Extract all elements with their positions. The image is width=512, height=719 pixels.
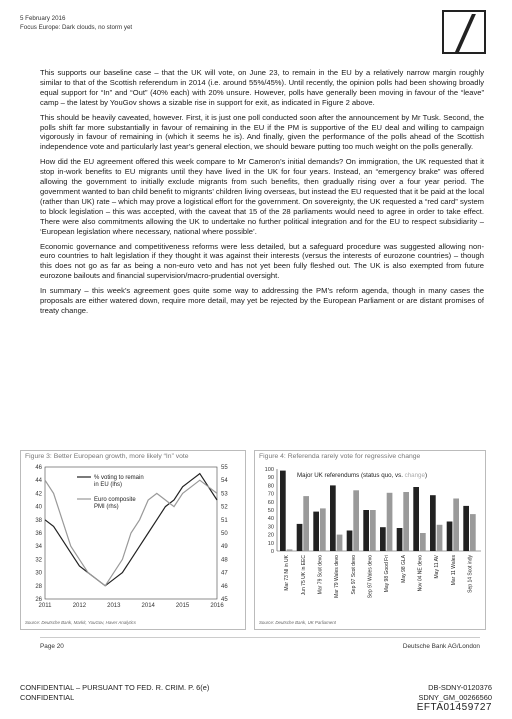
- bar: [313, 512, 319, 551]
- x-tick-label: 2015: [175, 603, 190, 609]
- y-left-tick-label: 30: [35, 570, 42, 577]
- figure-3: [20, 450, 246, 630]
- header-date: 5 February 2016: [20, 15, 66, 22]
- figure-4: [254, 450, 486, 630]
- y-left-tick-label: 46: [35, 465, 42, 471]
- y-right-tick-label: 48: [221, 557, 228, 564]
- y-left-tick-label: 44: [35, 478, 42, 485]
- y-left-tick-label: 34: [35, 544, 42, 551]
- x-tick-label: 2016: [210, 603, 224, 609]
- deutsche-bank-logo: [442, 10, 486, 54]
- bar: [463, 506, 469, 551]
- y-right-tick-label: 49: [221, 544, 228, 551]
- legend-label: Euro composite: [94, 497, 136, 503]
- y-tick-label: 40: [267, 516, 274, 523]
- x-category-label: May 11 AV: [434, 555, 441, 579]
- bar: [380, 527, 386, 551]
- y-right-tick-label: 45: [221, 597, 228, 603]
- x-category-label: Mar 11 Wales: [450, 554, 457, 586]
- confidential-line-1: CONFIDENTIAL – PURSUANT TO FED. R. CRIM. P. 6(e): [20, 683, 210, 692]
- y-left-tick-label: 28: [35, 583, 42, 590]
- bates-numbers: [417, 683, 492, 713]
- y-left-tick-label: 26: [35, 597, 42, 603]
- figure-3-source: Source: Deutsche Bank, Markit, YouGov, Haver Analytics: [25, 620, 136, 625]
- series-line: [45, 474, 217, 586]
- x-tick-label: 2011: [38, 603, 52, 609]
- figure-4-source: Source: Deutsche Bank, UK Parliament: [259, 620, 336, 625]
- x-category-label: May 98 Good Fri: [384, 555, 391, 593]
- confidential-notice: [20, 683, 209, 703]
- figure-4-chart: [255, 451, 487, 631]
- y-right-tick-label: 46: [221, 583, 228, 590]
- report-body: [40, 68, 484, 321]
- x-category-label: Sep 97 Scot devo: [350, 554, 357, 595]
- y-tick-label: 90: [267, 475, 274, 482]
- paragraph: Economic governance and competitiveness reforms were less detailed, but a safeguard procedure was suggested allowing non-euro countries to halt legislation if they thought it was against their interests (versus the interests of eurozone countries) – though this does not go as far as being a non-euro veto and has not yet been fully fleshed out. The UK is also exempted from future eurozone bailouts and financial supervision/macro-prudential oversight.: [40, 241, 484, 281]
- bar: [353, 490, 359, 551]
- bar: [303, 496, 309, 551]
- y-right-tick-label: 52: [221, 504, 228, 511]
- bar: [430, 495, 436, 551]
- bar: [413, 487, 419, 551]
- bar: [387, 493, 393, 551]
- bar: [420, 533, 426, 551]
- x-tick-label: 2014: [141, 603, 155, 609]
- x-category-label: Sep 14 Scot indy: [467, 555, 474, 593]
- bar: [330, 485, 336, 551]
- y-tick-label: 30: [267, 524, 274, 531]
- bar: [320, 508, 326, 551]
- y-left-tick-label: 42: [35, 491, 42, 498]
- y-left-tick-label: 40: [35, 504, 42, 511]
- legend-label: % voting to remain: [94, 475, 144, 481]
- bar: [363, 510, 369, 551]
- bar: [447, 522, 453, 552]
- y-right-tick-label: 54: [221, 478, 228, 485]
- bar: [397, 528, 403, 551]
- x-category-label: Jun 75 UK in EEC: [300, 554, 307, 596]
- y-tick-label: 80: [267, 483, 274, 490]
- figure-3-title: Figure 3: Better European growth, more likely “In” vote: [25, 453, 189, 460]
- figure-4-title: Figure 4: Referenda rarely vote for regressive change: [259, 453, 421, 460]
- y-right-tick-label: 47: [221, 570, 228, 577]
- y-left-tick-label: 36: [35, 531, 42, 537]
- legend-label: in EU (lhs): [94, 482, 123, 488]
- paragraph: This supports our baseline case – that the UK will vote, on June 23, to remain in the EU by a relatively narrow margin roughly similar to that of the Scottish referendum in 2014 (i.e. around 55%/45%). Until recently, the opinion polls had been showing broadly equal support for “In” and “Out” (40% each) with 20% unsure. However, polls have generally been moving in favour of the “leave” camp – the latest by YouGov shows a sizable rise in support for exit, as indicated in Figure 2 above.: [40, 68, 484, 107]
- x-category-label: Mar 73 NI in UK: [284, 555, 291, 591]
- bar: [437, 525, 443, 551]
- y-right-tick-label: 55: [221, 465, 228, 471]
- legend-label: PMI (rhs): [94, 504, 119, 510]
- x-category-label: Nov 04 NE devo: [417, 555, 424, 592]
- bar: [453, 499, 459, 552]
- bates-id-3: EFTA01459727: [416, 702, 492, 713]
- x-category-label: Mar 79 Wales devo: [334, 555, 341, 598]
- chart-subtitle: Major UK referendums (status quo, vs. change): [297, 472, 428, 479]
- bar: [403, 492, 409, 551]
- bates-id-2: SDNY_GM_00266560: [418, 693, 492, 702]
- y-tick-label: 60: [267, 499, 274, 506]
- page-number: Page 20: [40, 643, 64, 650]
- y-right-tick-label: 51: [221, 517, 228, 524]
- y-tick-label: 50: [267, 508, 274, 514]
- x-category-label: Sep 97 Wales devo: [367, 555, 374, 599]
- header-subtitle: Focus Europe: Dark clouds, no storm yet: [20, 24, 133, 31]
- x-category-label: Mar 79 Scot devo: [317, 555, 324, 595]
- y-right-tick-label: 50: [221, 531, 228, 537]
- bates-id-1: DB-SDNY-0120376: [428, 683, 492, 692]
- figure-3-chart: [21, 451, 247, 631]
- bar: [470, 514, 476, 551]
- y-left-tick-label: 32: [35, 557, 42, 564]
- bar: [287, 549, 293, 551]
- bar: [337, 535, 343, 551]
- y-right-tick-label: 53: [221, 491, 228, 498]
- footer-rule: [40, 637, 480, 638]
- x-tick-label: 2013: [107, 603, 121, 609]
- bar: [297, 524, 303, 551]
- y-tick-label: 20: [267, 532, 274, 539]
- confidential-line-2: CONFIDENTIAL: [20, 693, 75, 702]
- y-tick-label: 0: [270, 549, 274, 555]
- paragraph: In summary – this week’s agreement goes quite some way to addressing the PM’s reform agenda, though in many cases the proposals are either watered down, require more detail, may yet be rejected by the European Parliament or are distant promises of treaty change.: [40, 286, 484, 315]
- bar: [280, 471, 286, 551]
- y-left-tick-label: 38: [35, 517, 42, 524]
- footer-org: Deutsche Bank AG/London: [402, 643, 480, 650]
- bar: [370, 510, 376, 551]
- running-header: [20, 14, 132, 32]
- paragraph: How did the EU agreement offered this week compare to Mr Cameron’s initial demands? On immigration, the UK requested that it stop in-work benefits to EU migrants until they have lived in the UK for four years. Instead, an “emergency brake” was offered allowing the government to initially exclude migrants from such benefits, then gradually rising over a four year period. The government wanted to ban child benefit to migrants’ children living overseas, but instead the EU requested that it be paid at the local (rather than UK) rate – which may prove a logistical effort for the government. On sovereignty, the UK requested a “red card” system to block legislation – this was accepted, with the caveat that 15 of the 28 parliaments would need to agree in order to take effect. There were also commitments allowing the UK to undertake no further political integration and for the EU to respect subsidiarity – ‘European legislation where necessary, national where possible’.: [40, 157, 484, 236]
- x-tick-label: 2012: [72, 603, 87, 609]
- bar: [347, 531, 353, 552]
- y-tick-label: 100: [264, 467, 274, 473]
- x-category-label: May 98 GLA: [400, 554, 407, 583]
- y-tick-label: 70: [267, 491, 274, 498]
- y-tick-label: 10: [267, 540, 274, 547]
- paragraph: This should be heavily caveated, however. First, it is just one poll conducted soon after the announcement by Mr Tusk. Second, the polls shift far more substantially in favour of remaining in the EU if the PM is supportive of the EU deal and willing to campaign vigorously in favour of remaining in (which it seems he is). And finally, given the performance of the polls ahead of the Scottish independence vote and particularly last year’s general election, we should beware putting too much weight on the polls generally.: [40, 112, 484, 152]
